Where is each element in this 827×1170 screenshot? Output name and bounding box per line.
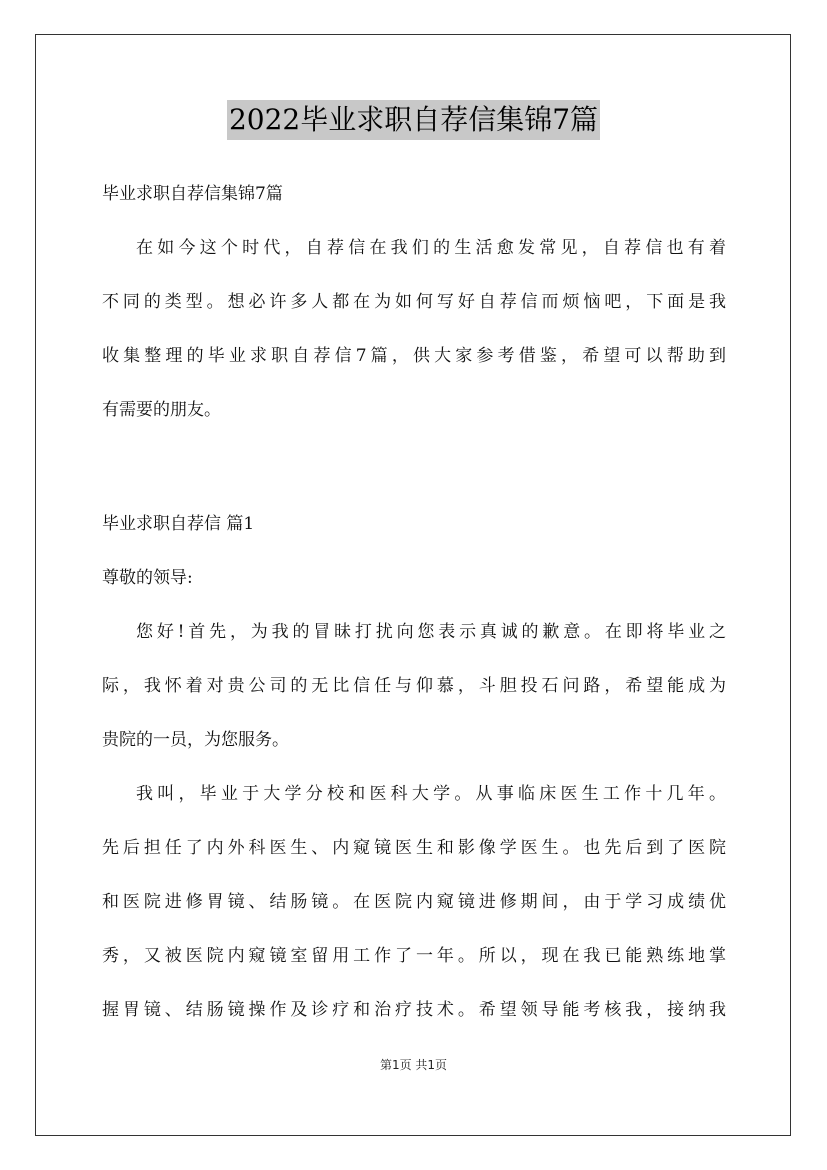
paragraph-1 bbox=[102, 605, 726, 767]
subtitle: 毕业求职自荐信集锦7篇 bbox=[102, 184, 283, 204]
paragraph-line: 秀，又被医院内窥镜室留用工作了一年。所以，现在我已能熟练地掌 bbox=[102, 946, 726, 966]
intro-line: 有需要的朋友。 bbox=[102, 400, 221, 420]
document-body bbox=[102, 167, 726, 1037]
paragraph-line: 贵院的一员，为您服务。 bbox=[102, 730, 289, 750]
paragraph-2 bbox=[102, 767, 726, 1037]
document-title-text: 2022毕业求职自荐信集锦7篇 bbox=[227, 100, 600, 140]
paragraph-line: 和医院进修胃镜、结肠镜。在医院内窥镜进修期间，由于学习成绩优 bbox=[102, 892, 726, 912]
document-title bbox=[0, 100, 827, 140]
intro-line: 不同的类型。想必许多人都在为如何写好自荐信而烦恼吧，下面是我 bbox=[102, 292, 726, 312]
salutation: 尊敬的领导: bbox=[102, 568, 193, 588]
paragraph-line: 际，我怀着对贵公司的无比信任与仰慕，斗胆投石问路，希望能成为 bbox=[102, 676, 726, 696]
paragraph-gap bbox=[102, 437, 726, 497]
section-heading: 毕业求职自荐信 篇1 bbox=[102, 514, 255, 534]
paragraph-line: 我叫，毕业于大学分校和医科大学。从事临床医生工作十几年。 bbox=[136, 784, 726, 804]
intro-line: 在如今这个时代，自荐信在我们的生活愈发常见，自荐信也有着 bbox=[136, 238, 726, 258]
paragraph-line: 先后担任了内外科医生、内窥镜医生和影像学医生。也先后到了医院 bbox=[102, 838, 726, 858]
paragraph-line: 您好!首先，为我的冒昧打扰向您表示真诚的歉意。在即将毕业之 bbox=[136, 622, 726, 642]
page-footer: 第1页 共1页 bbox=[379, 1058, 448, 1072]
intro-paragraph bbox=[102, 221, 726, 437]
paragraph-line: 握胃镜、结肠镜操作及诊疗和治疗技术。希望领导能考核我，接纳我 bbox=[102, 1000, 726, 1020]
intro-line: 收集整理的毕业求职自荐信7篇，供大家参考借鉴，希望可以帮助到 bbox=[102, 346, 726, 366]
